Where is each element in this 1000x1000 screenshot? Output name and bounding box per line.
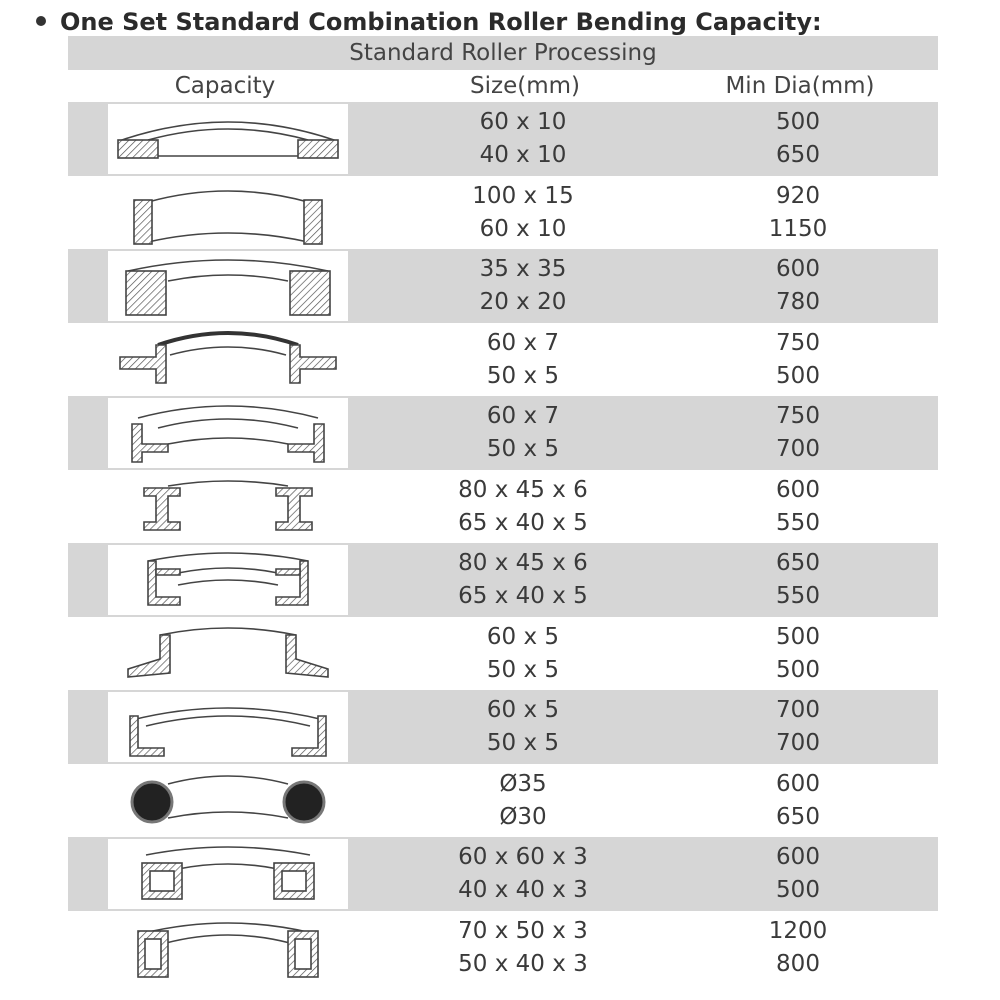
table-row <box>68 837 938 911</box>
min-dia-value: 750 <box>776 403 820 429</box>
size-value: 35 x 35 <box>479 256 567 282</box>
square-bar-icon <box>108 251 348 321</box>
min-dia-value: 500 <box>776 623 820 650</box>
size-value: 60 x 5 <box>486 623 560 650</box>
size-value: 65 x 40 x 5 <box>458 509 588 536</box>
table-row <box>68 911 938 985</box>
min-dia-value: 500 <box>776 656 820 683</box>
min-dia-value: 750 <box>776 329 820 356</box>
size-value: 50 x 5 <box>486 436 560 462</box>
angle-leg-in-icon <box>108 692 348 762</box>
size-value: 50 x 40 x 3 <box>458 950 588 977</box>
min-dia-value: 500 <box>776 362 820 389</box>
table-group-header: Standard Roller Processing <box>68 36 938 70</box>
min-dia-value: 550 <box>776 509 820 536</box>
table-row <box>68 323 938 397</box>
page-title <box>36 4 822 40</box>
size-value: 60 x 7 <box>486 329 560 356</box>
column-header-capacity: Capacity <box>174 73 276 99</box>
page-title-text: One Set Standard Combination Roller Bending Capacity: <box>60 8 822 36</box>
min-dia-value: 600 <box>776 770 820 797</box>
min-dia-value: 650 <box>776 550 820 576</box>
size-value: 50 x 5 <box>486 656 560 683</box>
min-dia-value: 600 <box>776 476 820 503</box>
size-value: 20 x 20 <box>479 289 567 315</box>
min-dia-value: 700 <box>776 697 820 723</box>
column-header-size: Size(mm) <box>470 73 580 99</box>
table-row <box>68 543 938 617</box>
min-dia-value: 700 <box>776 730 820 756</box>
min-dia-value: 700 <box>776 436 820 462</box>
size-value: 60 x 5 <box>486 697 560 723</box>
size-value: 60 x 10 <box>479 109 567 135</box>
min-dia-value: 600 <box>776 844 820 870</box>
min-dia-value: 1200 <box>768 917 828 944</box>
min-dia-value: 600 <box>776 256 820 282</box>
size-value: 65 x 40 x 5 <box>458 583 588 609</box>
square-tube-icon <box>108 839 348 909</box>
min-dia-value: 650 <box>776 142 820 168</box>
table-row <box>68 764 938 838</box>
table-row <box>68 617 938 691</box>
min-dia-value: 500 <box>776 877 820 903</box>
flat-bar-hard-way-icon <box>108 178 348 248</box>
angle-leg-out-icon <box>108 619 348 689</box>
size-value: 60 x 10 <box>479 215 567 242</box>
tee-leg-in-icon <box>108 398 348 468</box>
size-value: 50 x 5 <box>486 362 560 389</box>
size-value: 70 x 50 x 3 <box>458 917 588 944</box>
size-value: 40 x 10 <box>479 142 567 168</box>
flat-bar-easy-way-icon <box>108 104 348 174</box>
capacity-table <box>68 102 938 984</box>
size-value: 60 x 60 x 3 <box>458 844 588 870</box>
size-value: 80 x 45 x 6 <box>458 476 588 503</box>
table-row <box>68 176 938 250</box>
bullet-icon <box>36 16 46 26</box>
channel-flange-out-icon <box>108 472 348 542</box>
size-value: 40 x 40 x 3 <box>458 877 588 903</box>
rectangular-tube-icon <box>108 913 348 983</box>
size-value: 60 x 7 <box>486 403 560 429</box>
channel-flange-in-icon <box>108 545 348 615</box>
size-value: Ø35 <box>499 770 547 797</box>
min-dia-value: 550 <box>776 583 820 609</box>
min-dia-value: 780 <box>776 289 820 315</box>
min-dia-value: 500 <box>776 109 820 135</box>
column-header-min-dia: Min Dia(mm) <box>725 73 875 99</box>
min-dia-value: 650 <box>776 803 820 830</box>
size-value: 80 x 45 x 6 <box>458 550 588 576</box>
size-value: 100 x 15 <box>472 182 574 209</box>
round-bar-icon <box>108 766 348 836</box>
table-row <box>68 690 938 764</box>
tee-leg-out-icon <box>108 325 348 395</box>
table-row <box>68 249 938 323</box>
min-dia-value: 800 <box>776 950 820 977</box>
min-dia-value: 920 <box>776 182 820 209</box>
table-row <box>68 396 938 470</box>
size-value: Ø30 <box>499 803 547 830</box>
size-value: 50 x 5 <box>486 730 560 756</box>
table-row <box>68 470 938 544</box>
table-row <box>68 102 938 176</box>
min-dia-value: 1150 <box>768 215 828 242</box>
